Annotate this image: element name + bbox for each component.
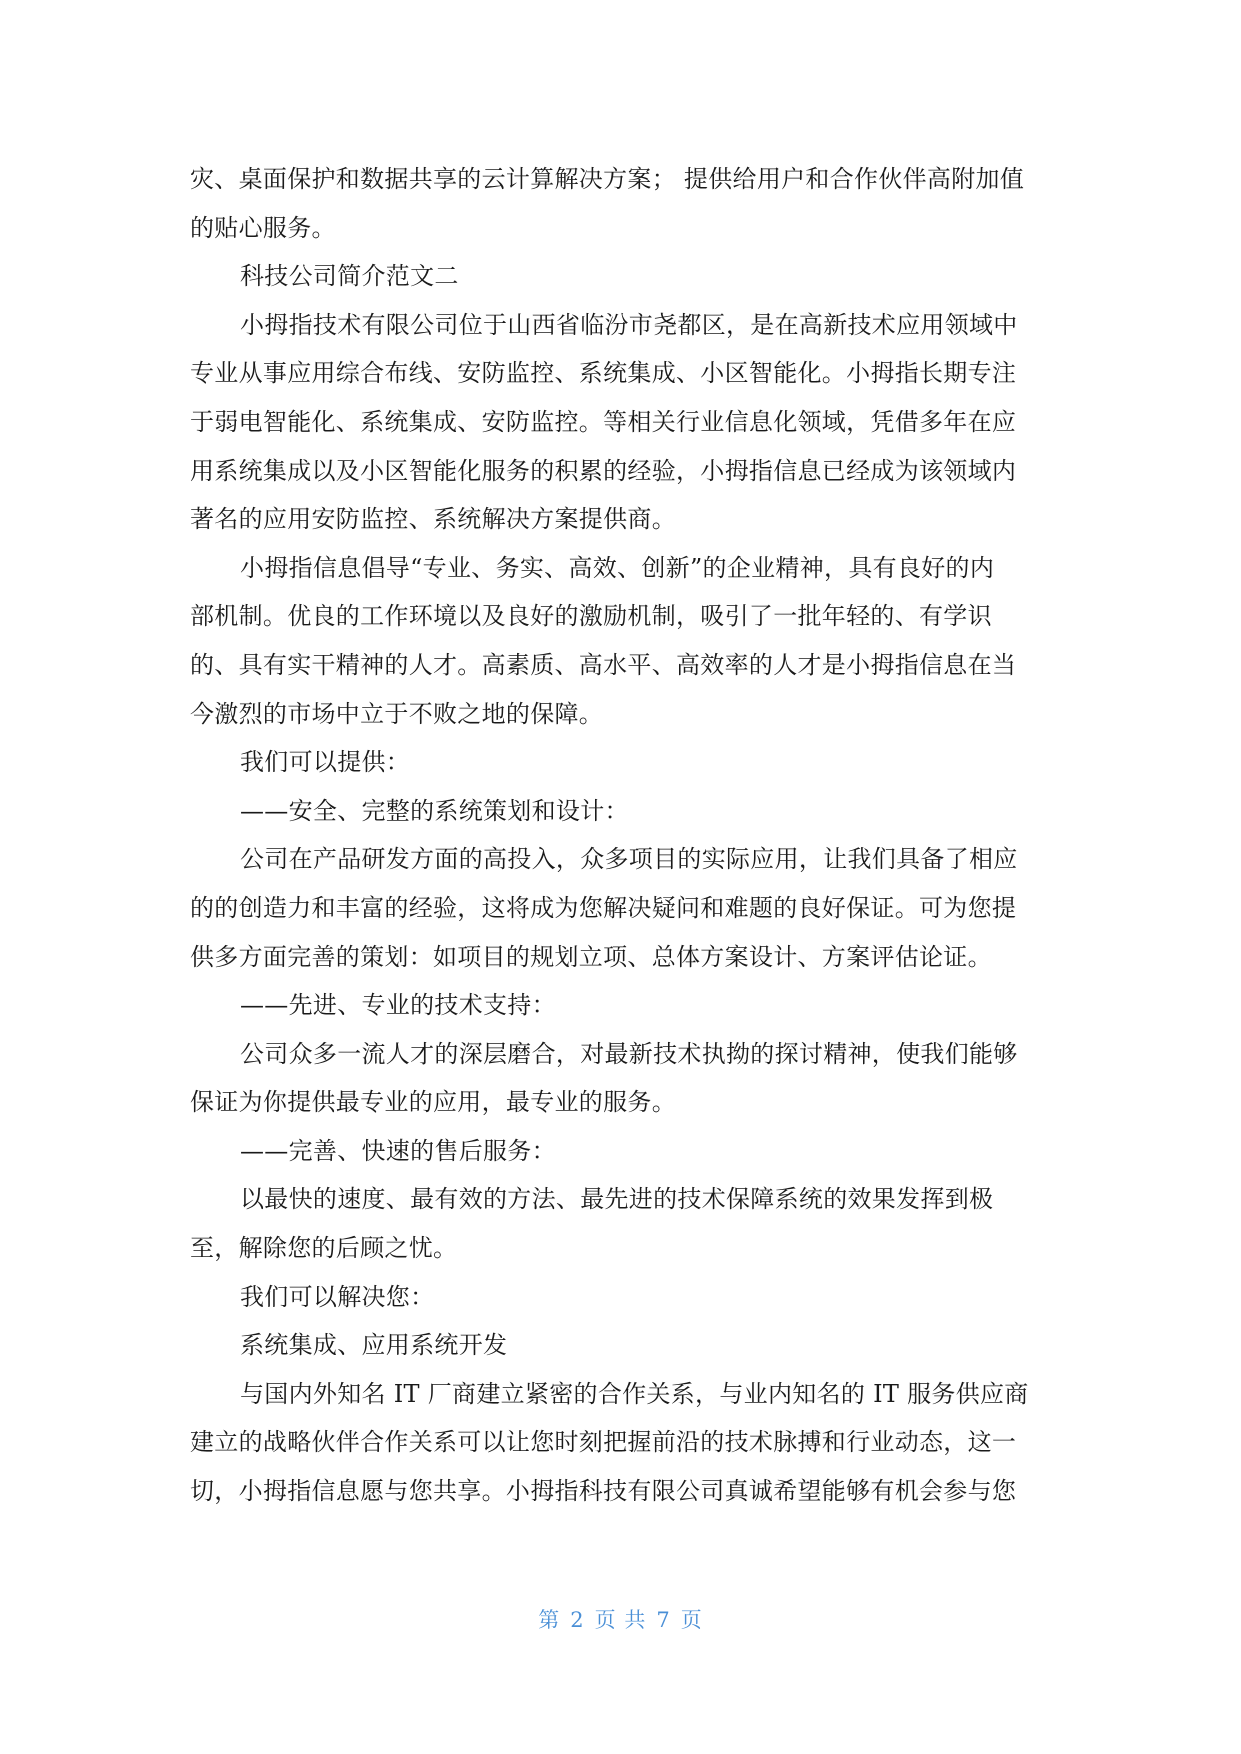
footer-current-page: 2 bbox=[570, 1608, 585, 1632]
footer-middle: 页 共 bbox=[594, 1608, 647, 1632]
text-line: 小拇指技术有限公司位于山西省临汾市尧都区，是在高新技术应用领域中 bbox=[240, 310, 1018, 339]
text-line: 以最快的速度、最有效的方法、最先进的技术保障系统的效果发挥到极 bbox=[240, 1185, 994, 1214]
text-line: 我们可以解决您： bbox=[240, 1282, 435, 1311]
text-line: 于弱电智能化、系统集成、安防监控。等相关行业信息化领域，凭借多年在应 bbox=[190, 407, 1017, 436]
text-line: 的的创造力和丰富的经验，这将成为您解决疑问和难题的良好保证。可为您提 bbox=[190, 893, 1017, 922]
text-line: 用系统集成以及小区智能化服务的积累的经验，小拇指信息已经成为该领域内 bbox=[190, 456, 1017, 485]
text-line: 的、具有实干精神的人才。高素质、高水平、高效率的人才是小拇指信息在当 bbox=[190, 650, 1017, 679]
text-line: 切，小拇指信息愿与您共享。小拇指科技有限公司真诚希望能够有机会参与您 bbox=[190, 1477, 1017, 1506]
text-line: 今激烈的市场中立于不败之地的保障。 bbox=[190, 699, 604, 728]
text-line: 著名的应用安防监控、系统解决方案提供商。 bbox=[190, 505, 676, 534]
text-line: ——完善、快速的售后服务： bbox=[240, 1136, 556, 1165]
text-line: 供多方面完善的策划：如项目的规划立项、总体方案设计、方案评估论证。 bbox=[190, 942, 992, 971]
text-line: 我们可以提供： bbox=[240, 748, 411, 777]
text-line: 部机制。优良的工作环境以及良好的激励机制，吸引了一批年轻的、有学识 bbox=[190, 602, 992, 631]
text-line: 的贴心服务。 bbox=[190, 213, 336, 242]
text-line: 灾、桌面保护和数据共享的云计算解决方案； 提供给用户和合作伙伴高附加值 bbox=[190, 165, 1025, 193]
text-line: ——先进、专业的技术支持： bbox=[240, 991, 556, 1020]
text-line: ——安全、完整的系统策划和设计： bbox=[240, 796, 629, 825]
text-line: 科技公司简介范文二 bbox=[240, 262, 459, 291]
text-line: 小拇指信息倡导“专业、务实、高效、创新”的企业精神，具有良好的内 bbox=[240, 553, 995, 582]
footer-prefix: 第 bbox=[538, 1608, 561, 1632]
text-line: 与国内外知名 IT 厂商建立紧密的合作关系，与业内知名的 IT 服务供应商 bbox=[240, 1379, 1029, 1408]
document-body bbox=[190, 155, 1070, 1516]
text-line: 系统集成、应用系统开发 bbox=[240, 1331, 508, 1360]
text-line: 至，解除您的后顾之忧。 bbox=[190, 1234, 458, 1263]
text-line: 公司众多一流人才的深层磨合，对最新技术执拗的探讨精神，使我们能够 bbox=[240, 1039, 1018, 1068]
footer-total-pages: 7 bbox=[656, 1608, 671, 1632]
text-line: 建立的战略伙伴合作关系可以让您时刻把握前沿的技术脉搏和行业动态，这一 bbox=[190, 1428, 1017, 1457]
footer-suffix: 页 bbox=[680, 1608, 703, 1632]
text-line: 公司在产品研发方面的高投入，众多项目的实际应用，让我们具备了相应 bbox=[240, 845, 1018, 874]
page-footer bbox=[0, 1604, 1241, 1634]
text-line: 保证为你提供最专业的应用，最专业的服务。 bbox=[190, 1088, 676, 1117]
text-line: 专业从事应用综合布线、安防监控、系统集成、小区智能化。小拇指长期专注 bbox=[190, 359, 1017, 388]
